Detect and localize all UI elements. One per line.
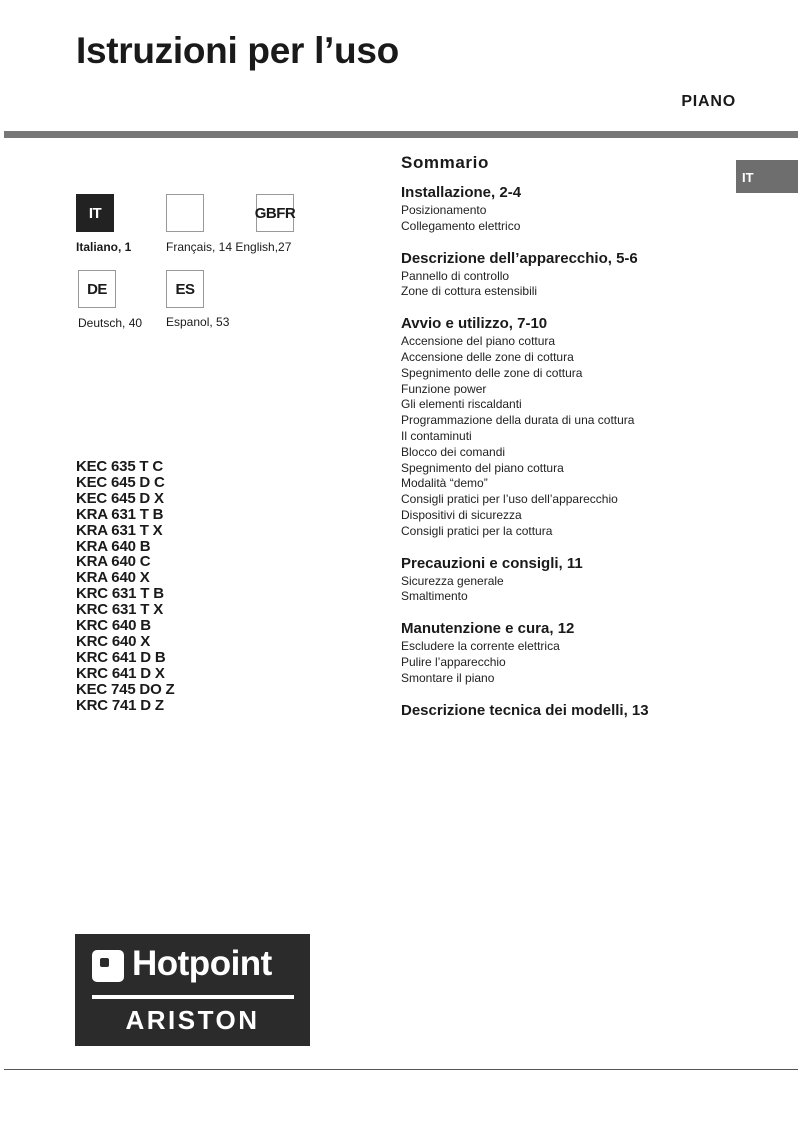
toc-section-installazione <box>401 183 721 235</box>
language-box-gb: GBFR <box>256 194 294 232</box>
language-box-de: DE <box>78 270 116 308</box>
toc-item: Il contaminuti <box>401 428 472 443</box>
toc-item: Funzione power <box>401 381 487 396</box>
toc-item: Sicurezza generale <box>401 573 504 588</box>
model-item: KRC 640 B <box>76 617 151 635</box>
model-item: KEC 645 D X <box>76 489 164 507</box>
hotpoint-ariston-logo <box>75 934 310 1046</box>
toc-section-title: Installazione, 2-4 <box>401 184 522 201</box>
model-list <box>76 459 174 714</box>
document-title: Istruzioni per l’uso <box>76 30 399 71</box>
model-item: KRC 741 D Z <box>76 696 164 714</box>
toc-section-manutenzione <box>401 619 721 686</box>
model-item: KEC 745 DO Z <box>76 680 175 698</box>
language-box-it: IT <box>76 194 114 232</box>
current-language-tab: IT <box>736 160 798 193</box>
toc-section-title: Descrizione dell’apparecchio, 5-6 <box>401 249 638 267</box>
toc-item: Pulire l’apparecchio <box>401 654 506 669</box>
model-item: KRC 631 T B <box>76 585 164 603</box>
toc-section-tecnica <box>401 701 721 721</box>
toc-item: Accensione delle zone di cottura <box>401 349 574 364</box>
language-label-de: Deutsch, 40 <box>78 316 143 330</box>
toc-heading: Sommario <box>401 153 489 172</box>
toc-item: Dispositivi di sicurezza <box>401 507 522 522</box>
toc-item: Blocco dei comandi <box>401 444 506 459</box>
toc-section-descrizione <box>401 249 721 301</box>
logo-brand-text: Hotpoint <box>132 944 272 983</box>
toc-item: Smaltimento <box>401 589 468 604</box>
toc-item: Modalità “demo” <box>401 476 488 491</box>
language-box-fr <box>166 194 204 232</box>
model-item: KRA 640 X <box>76 569 150 587</box>
toc-item: Programmazione della durata di una cottura <box>401 413 635 428</box>
footer-divider <box>4 1069 798 1070</box>
model-item: KRC 641 D B <box>76 648 166 666</box>
toc-item: Accensione del piano cottura <box>401 334 556 349</box>
toc-section-avvio <box>401 314 721 539</box>
toc-item: Posizionamento <box>401 203 487 217</box>
toc-section-title: Manutenzione e cura, 12 <box>401 620 575 638</box>
language-label-it: Italiano, 1 <box>76 240 132 254</box>
header-divider <box>4 131 798 138</box>
toc-item: Smontare il piano <box>401 670 495 685</box>
toc-section-title: Precauzioni e consigli, 11 <box>401 554 583 572</box>
model-item: KEC 645 D C <box>76 473 165 491</box>
toc-item: Gli elementi riscaldanti <box>401 397 522 412</box>
product-type: PIANO <box>681 93 736 110</box>
toc-section-title: Avvio e utilizzo, 7-10 <box>401 315 548 333</box>
logo-sub-text: ARISTON <box>125 1005 260 1035</box>
language-label-es: Espanol, 53 <box>166 315 230 329</box>
model-item: KRC 641 D X <box>76 664 165 682</box>
toc-item: Zone di cottura estensibili <box>401 284 538 299</box>
model-item: KRA 631 T X <box>76 521 163 539</box>
toc-item: Escludere la corrente elettrica <box>401 639 560 654</box>
table-of-contents <box>401 153 721 735</box>
toc-item: Consigli pratici per l’uso dell’apparecchio <box>401 492 618 507</box>
model-item: KRA 631 T B <box>76 505 164 523</box>
model-item: KEC 635 T C <box>76 458 163 475</box>
toc-item: Spegnimento del piano cottura <box>401 460 564 475</box>
toc-item: Pannello di controllo <box>401 268 510 283</box>
model-item: KRC 631 T X <box>76 601 163 619</box>
model-item: KRA 640 B <box>76 537 151 555</box>
model-item: KRA 640 C <box>76 553 151 571</box>
language-label-fr-gb: Français, 14 English,27 <box>166 240 292 254</box>
logo-divider <box>92 995 294 999</box>
language-box-es: ES <box>166 270 204 308</box>
model-item: KRC 640 X <box>76 632 151 650</box>
brand-mark-icon <box>92 950 124 982</box>
toc-item: Spegnimento delle zone di cottura <box>401 365 583 380</box>
toc-item: Collegamento elettrico <box>401 218 521 233</box>
toc-section-title: Descrizione tecnica dei modelli, 13 <box>401 701 649 719</box>
toc-section-precauzioni <box>401 554 721 606</box>
toc-item: Consigli pratici per la cottura <box>401 523 553 538</box>
